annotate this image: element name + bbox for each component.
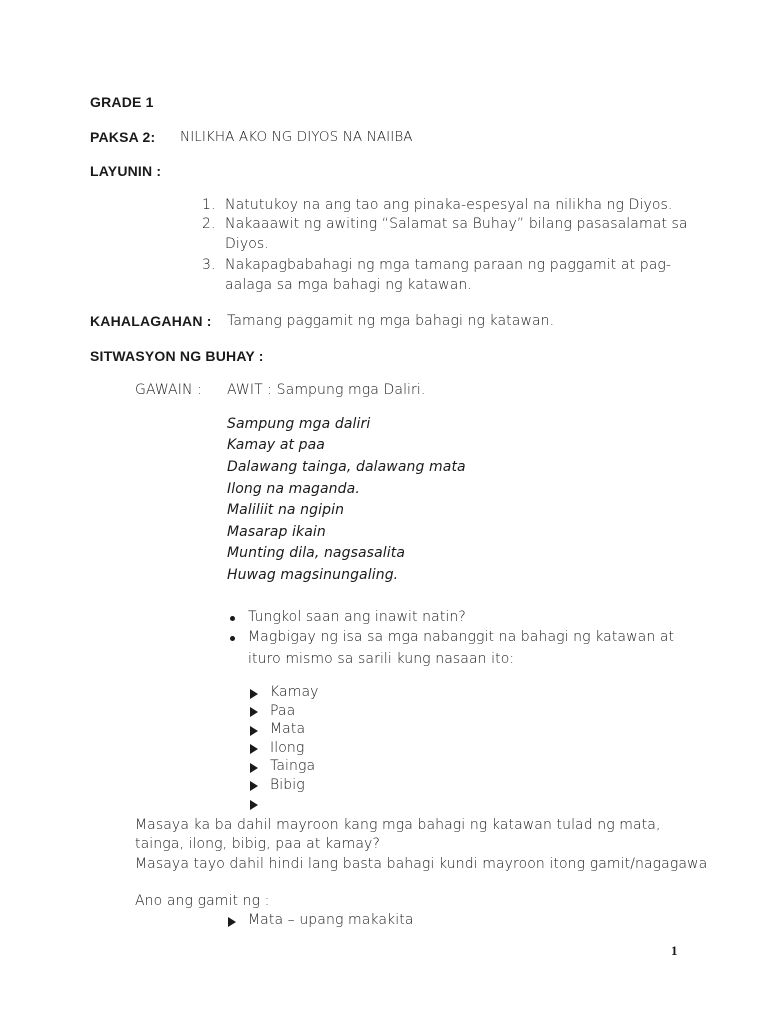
- paragraph-line: Masaya tayo dahil hindi lang basta bahagi kundi mayroon itong gamit/nagagawa: [135, 856, 708, 872]
- layunin-item-1-line-1: Natutukoy na ang tao ang pinaka-espesyal na nilikha ng Diyos.: [225, 197, 673, 213]
- song-line: Sampung mga daliri: [227, 416, 371, 432]
- bullet-dot-icon: [230, 636, 235, 641]
- question-1-line-1: Tungkol saan ang inawit natin?: [248, 609, 466, 625]
- bullet-dot-icon: [230, 616, 235, 621]
- page-number: 1: [671, 943, 678, 958]
- song-line: Maliliit na ngipin: [227, 502, 345, 518]
- song-line: Kamay at paa: [227, 437, 325, 453]
- layunin-item-3-line-2: aalaga sa mga bahagi ng katawan.: [225, 277, 472, 293]
- paragraph-line: tainga, ilong, bibig, paa at kamay?: [135, 836, 380, 852]
- kahalagahan-value: Tamang paggamit ng mga bahagi ng katawan.: [227, 313, 555, 329]
- gawain-label: GAWAIN :: [135, 382, 202, 398]
- layunin-num-2: 2.: [202, 216, 216, 232]
- gamit-item: Mata – upang makakita: [248, 912, 414, 928]
- arrow-bullet-icon: [250, 726, 258, 736]
- question-2-line-1: Magbigay ng isa sa mga nabanggit na bahagi ng katawan at: [248, 629, 675, 645]
- arrow-bullet-icon: [228, 917, 236, 927]
- layunin-item-2-line-1: Nakaaawit ng awiting “Salamat sa Buhay” bilang pasasalamat sa: [225, 216, 688, 232]
- paksa-label: PAKSA 2:: [90, 129, 156, 145]
- arrow-bullet-icon: [250, 781, 258, 791]
- body-part-item: Paa: [270, 703, 296, 719]
- grade-heading: GRADE 1: [90, 94, 154, 110]
- body-part-item: Ilong: [270, 740, 305, 756]
- arrow-bullet-icon: [250, 707, 258, 717]
- paragraph-line: Masaya ka ba dahil mayroon kang mga bahagi ng katawan tulad ng mata,: [135, 817, 661, 833]
- arrow-bullet-icon: [250, 800, 258, 810]
- body-part-item: Mata: [270, 721, 306, 737]
- sitwasyon-label: SITWASYON NG BUHAY :: [90, 348, 264, 364]
- layunin-label: LAYUNIN :: [90, 163, 162, 179]
- arrow-bullet-icon: [250, 744, 258, 754]
- arrow-bullet-icon: [250, 689, 258, 699]
- question-2-line-2: ituro mismo sa sarili kung nasaan ito:: [248, 651, 515, 667]
- arrow-bullet-icon: [250, 763, 258, 773]
- gamit-label: Ano ang gamit ng :: [135, 893, 270, 909]
- layunin-item-3-line-1: Nakapagbabahagi ng mga tamang paraan ng paggamit at pag-: [225, 257, 672, 273]
- layunin-item-2-line-2: Diyos.: [225, 236, 269, 252]
- kahalagahan-label: KAHALAGAHAN :: [90, 313, 212, 329]
- body-part-item: Tainga: [270, 758, 316, 774]
- song-line: Masarap ikain: [227, 524, 326, 540]
- body-part-item: Kamay: [270, 684, 319, 700]
- song-line: Ilong na maganda.: [227, 481, 360, 497]
- gawain-value: AWIT : Sampung mga Daliri.: [227, 382, 426, 398]
- song-line: Huwag magsinungaling.: [227, 567, 399, 583]
- paksa-value: NILIKHA AKO NG DIYOS NA NAIIBA: [180, 129, 413, 145]
- layunin-num-3: 3.: [202, 257, 216, 273]
- body-part-item: Bibig: [270, 777, 305, 793]
- layunin-num-1: 1.: [202, 197, 216, 213]
- song-line: Dalawang tainga, dalawang mata: [227, 459, 466, 475]
- song-line: Munting dila, nagsasalita: [227, 545, 405, 561]
